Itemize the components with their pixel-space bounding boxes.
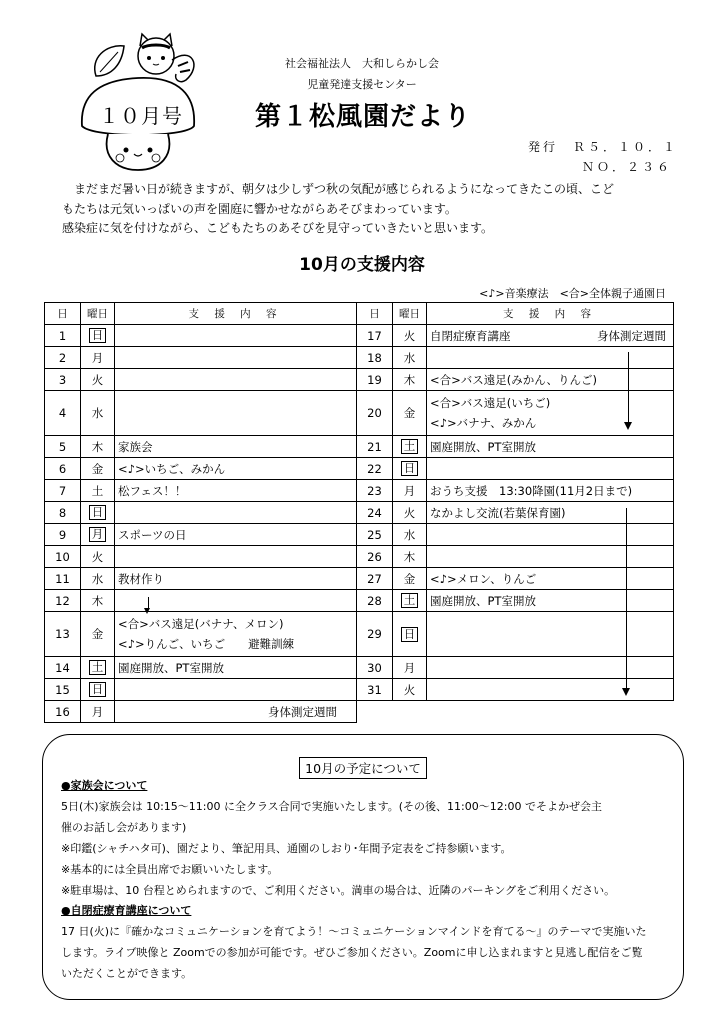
activity-cell bbox=[115, 436, 357, 458]
weekday-label: 金 bbox=[403, 406, 416, 420]
weekday-label: 土 bbox=[401, 439, 419, 454]
weekday-label: 木 bbox=[403, 549, 416, 564]
notice-line: 17 日(火)に『確かなコミュニケーションを育てよう！～コミュニケーションマインドを育てる～』のテーマで実施いた bbox=[61, 925, 647, 938]
activity-cell bbox=[115, 546, 357, 568]
day-cell: 26 bbox=[357, 546, 393, 568]
table-row bbox=[45, 657, 674, 679]
table-row bbox=[45, 701, 674, 723]
activity-cell bbox=[427, 657, 674, 679]
weekday-label: 日 bbox=[401, 461, 419, 476]
day-cell: 10 bbox=[45, 546, 81, 568]
activity-text: おうち支援 13:30降園(11月2日まで) bbox=[430, 483, 633, 498]
day-cell: 23 bbox=[357, 480, 393, 502]
activity-text: <♪>いちご、みかん bbox=[118, 461, 226, 476]
activity-cell bbox=[427, 568, 674, 590]
weekday-label: 火 bbox=[403, 682, 416, 697]
notice-title-wrap bbox=[43, 757, 683, 779]
weekday-cell bbox=[393, 546, 427, 568]
day-cell: 14 bbox=[45, 657, 81, 679]
weekday-label: 火 bbox=[403, 328, 416, 343]
activity-cell bbox=[427, 347, 674, 369]
table-row bbox=[45, 524, 674, 546]
intro-line: もたちは元気いっぱいの声を園庭に響かせながらあそびまわっています。 bbox=[62, 201, 457, 216]
day-cell: 25 bbox=[357, 524, 393, 546]
activity-cell bbox=[115, 590, 357, 612]
activity-text: <合>バス遠足(いちご) bbox=[430, 396, 551, 410]
weekday-cell bbox=[81, 657, 115, 679]
day-cell: 5 bbox=[45, 436, 81, 458]
weekday-cell bbox=[393, 480, 427, 502]
activity-cell bbox=[115, 657, 357, 679]
weekday-label: 金 bbox=[403, 571, 416, 586]
support-title: 10月の支援内容 bbox=[299, 255, 425, 275]
measurement-week-marker: 身体測定週間 bbox=[597, 328, 666, 343]
weekday-cell bbox=[81, 325, 115, 347]
weekday-cell bbox=[393, 568, 427, 590]
day-cell: 4 bbox=[45, 391, 81, 436]
activity-cell bbox=[427, 546, 674, 568]
activity-cell bbox=[427, 325, 674, 347]
activity-text: なかよし交流(若葉保育園) bbox=[430, 505, 566, 520]
weekday-cell bbox=[81, 436, 115, 458]
day-cell: 30 bbox=[357, 657, 393, 679]
weekday-label: 火 bbox=[91, 549, 104, 564]
activity-cell bbox=[427, 369, 674, 391]
day-cell: 1 bbox=[45, 325, 81, 347]
table-row bbox=[45, 679, 674, 701]
activity-cell bbox=[427, 436, 674, 458]
activity-cell bbox=[115, 391, 357, 436]
weekday-label: 水 bbox=[91, 571, 104, 586]
weekday-cell bbox=[81, 568, 115, 590]
notice-line: 催のお話し会があります) bbox=[61, 821, 187, 834]
weekday-label: 月 bbox=[403, 483, 416, 498]
weekday-cell bbox=[393, 590, 427, 612]
newsletter-title: 第１松風園だより bbox=[255, 102, 472, 132]
activity-text: 園庭開放、PT室開放 bbox=[430, 439, 536, 454]
activity-cell bbox=[115, 325, 357, 347]
activity-cell bbox=[427, 502, 674, 524]
notice-line: ※基本的には全員出席でお願いいたします。 bbox=[61, 863, 279, 876]
notice-line: ※印鑑(シャチハタ可)、園だより、筆記用具、通園のしおり･年間予定表をご持参願います。 bbox=[61, 842, 512, 855]
weekday-cell bbox=[393, 369, 427, 391]
weekday-label: 土 bbox=[91, 483, 104, 498]
activity-text: <♪>バナナ、みかん bbox=[430, 416, 537, 430]
day-cell: 19 bbox=[357, 369, 393, 391]
weekday-label: 土 bbox=[401, 593, 419, 608]
table-row bbox=[45, 568, 674, 590]
center-name: 児童発達支援センター bbox=[307, 78, 417, 91]
intro-line: 感染症に気を付けながら、こどもたちのあそびを見守っていきたいと思います。 bbox=[62, 221, 494, 235]
activity-text: <合>バス遠足(バナナ、メロン) bbox=[118, 617, 284, 631]
org-name: 社会福祉法人 大和しらかし会 bbox=[285, 57, 439, 70]
weekday-label: 木 bbox=[403, 372, 416, 387]
day-cell: 8 bbox=[45, 502, 81, 524]
activity-text: <♪>メロン、りんご bbox=[430, 571, 537, 586]
weekday-cell bbox=[393, 524, 427, 546]
weekday-cell bbox=[81, 480, 115, 502]
activity-text: 松フェス！！ bbox=[118, 483, 187, 498]
activity-cell bbox=[115, 612, 357, 657]
autism-lecture-heading: ●自閉症療育講座について bbox=[61, 904, 192, 917]
table-row bbox=[45, 436, 674, 458]
arrow-down-icon bbox=[144, 608, 150, 614]
activity-cell bbox=[115, 502, 357, 524]
weekday-cell bbox=[81, 701, 115, 723]
weekday-label: 水 bbox=[403, 350, 416, 365]
day-cell: 27 bbox=[357, 568, 393, 590]
header-weekday: 曜日 bbox=[393, 303, 427, 325]
weekday-label: 月 bbox=[403, 660, 416, 675]
activity-cell bbox=[115, 568, 357, 590]
weekday-cell bbox=[393, 657, 427, 679]
arrow-down-icon bbox=[622, 688, 630, 696]
header-day: 日 bbox=[357, 303, 393, 325]
weekday-label: 日 bbox=[89, 328, 107, 343]
activity-cell bbox=[427, 590, 674, 612]
activity-cell bbox=[427, 458, 674, 480]
issue-badge: １０月号 bbox=[99, 104, 183, 128]
weekday-cell bbox=[81, 524, 115, 546]
table-row bbox=[45, 391, 674, 436]
issue-date: 発行 Ｒ５．１０．１ bbox=[528, 140, 679, 154]
intro-line: まだまだ暑い日が続きますが、朝夕は少しずつ秋の気配が感じられるようになってきたこの頃、こど bbox=[74, 182, 615, 196]
weekday-cell bbox=[81, 369, 115, 391]
weekday-cell bbox=[393, 679, 427, 701]
notice-line: いただくことができます。 bbox=[61, 967, 193, 980]
notice-line: ※駐車場は、10 台程とめられますので、ご利用ください。満車の場合は、近隣のパーキングをご利用ください。 bbox=[61, 884, 616, 897]
table-row bbox=[45, 325, 674, 347]
weekday-label: 月 bbox=[91, 704, 104, 719]
activity-cell bbox=[115, 679, 357, 701]
weekday-label: 水 bbox=[91, 406, 104, 420]
day-cell: 9 bbox=[45, 524, 81, 546]
activity-text: <合>バス遠足(みかん、りんご) bbox=[430, 372, 597, 387]
day-cell: 3 bbox=[45, 369, 81, 391]
arrow-line bbox=[626, 508, 627, 688]
day-cell: 13 bbox=[45, 612, 81, 657]
day-cell: 16 bbox=[45, 701, 81, 723]
measurement-week-marker: 身体測定週間 bbox=[268, 704, 337, 719]
day-cell: 2 bbox=[45, 347, 81, 369]
day-cell: 20 bbox=[357, 391, 393, 436]
weekday-label: 火 bbox=[91, 372, 104, 387]
day-cell: 29 bbox=[357, 612, 393, 657]
weekday-cell bbox=[81, 612, 115, 657]
notice-title: 10月の予定について bbox=[299, 757, 427, 779]
header-content: 支 援 内 容 bbox=[115, 303, 357, 325]
table-row bbox=[45, 502, 674, 524]
weekday-label: 火 bbox=[403, 505, 416, 520]
weekday-cell bbox=[81, 347, 115, 369]
weekday-label: 日 bbox=[401, 627, 419, 642]
intro-paragraph bbox=[62, 180, 682, 239]
activity-text: 自閉症療育講座 bbox=[430, 328, 511, 343]
activity-cell bbox=[115, 701, 357, 723]
weekday-label: 木 bbox=[91, 439, 104, 454]
activity-cell bbox=[115, 480, 357, 502]
day-cell: 6 bbox=[45, 458, 81, 480]
header-weekday: 曜日 bbox=[81, 303, 115, 325]
weekday-cell bbox=[393, 502, 427, 524]
weekday-label: 木 bbox=[91, 593, 104, 608]
issue-number: ＮＯ．２３６ bbox=[582, 160, 673, 174]
arrow-line bbox=[628, 352, 629, 422]
weekday-cell bbox=[393, 325, 427, 347]
activity-text: 園庭開放、PT室開放 bbox=[430, 593, 536, 608]
day-cell: 12 bbox=[45, 590, 81, 612]
weekday-cell bbox=[81, 391, 115, 436]
activity-cell bbox=[427, 679, 674, 701]
table-row bbox=[45, 347, 674, 369]
activity-text: 教材作り bbox=[118, 571, 164, 586]
notice-line: します。ライブ映像と Zoomでの参加が可能です。ぜひご参加ください。Zoomに申し込まれますと見逃し配信をご覧 bbox=[61, 946, 643, 959]
weekday-cell bbox=[393, 612, 427, 657]
activity-cell bbox=[115, 458, 357, 480]
activity-text: 家族会 bbox=[118, 439, 153, 454]
table-header-row bbox=[45, 303, 674, 325]
weekday-label: 日 bbox=[89, 682, 107, 697]
day-cell: 17 bbox=[357, 325, 393, 347]
weekday-cell bbox=[393, 436, 427, 458]
weekday-cell bbox=[81, 679, 115, 701]
activity-cell bbox=[427, 480, 674, 502]
weekday-label: 水 bbox=[403, 527, 416, 542]
weekday-cell bbox=[81, 502, 115, 524]
weekday-label: 土 bbox=[89, 660, 107, 675]
activity-cell bbox=[115, 347, 357, 369]
arrow-down-icon bbox=[624, 422, 632, 430]
activity-cell bbox=[115, 524, 357, 546]
day-cell: 24 bbox=[357, 502, 393, 524]
legend: <♪>音楽療法 <合>全体親子通園日 bbox=[479, 287, 666, 300]
weekday-cell bbox=[393, 391, 427, 436]
activity-cell bbox=[427, 612, 674, 657]
weekday-label: 金 bbox=[91, 461, 104, 476]
day-cell: 31 bbox=[357, 679, 393, 701]
weekday-label: 月 bbox=[89, 527, 107, 542]
activity-cell bbox=[115, 369, 357, 391]
day-cell: 21 bbox=[357, 436, 393, 458]
header-day: 日 bbox=[45, 303, 81, 325]
table-row bbox=[45, 590, 674, 612]
weekday-label: 金 bbox=[91, 627, 104, 641]
activity-cell bbox=[427, 524, 674, 546]
day-cell: 18 bbox=[357, 347, 393, 369]
activity-text: <♪>りんご、いちご 避難訓練 bbox=[118, 637, 295, 651]
table-row bbox=[45, 369, 674, 391]
empty-cell bbox=[357, 701, 674, 723]
table-row bbox=[45, 458, 674, 480]
day-cell: 28 bbox=[357, 590, 393, 612]
activity-text: スポーツの日 bbox=[118, 527, 187, 542]
weekday-cell bbox=[81, 458, 115, 480]
table-row bbox=[45, 480, 674, 502]
weekday-cell bbox=[393, 458, 427, 480]
weekday-cell bbox=[81, 546, 115, 568]
weekday-cell bbox=[393, 347, 427, 369]
table-row bbox=[45, 612, 674, 657]
header-content: 支 援 内 容 bbox=[427, 303, 674, 325]
weekday-label: 日 bbox=[89, 505, 107, 520]
family-meeting-heading: ●家族会について bbox=[61, 779, 148, 792]
activity-cell bbox=[427, 391, 674, 436]
support-calendar-table bbox=[44, 302, 674, 723]
weekday-label: 月 bbox=[91, 350, 104, 365]
activity-text: 園庭開放、PT室開放 bbox=[118, 660, 224, 675]
weekday-cell bbox=[81, 590, 115, 612]
day-cell: 22 bbox=[357, 458, 393, 480]
day-cell: 15 bbox=[45, 679, 81, 701]
notice-line: 5日(木)家族会は 10:15～11:00 に全クラス合同で実施いたします。(その後、11:00～12:00 でそよかぜ会主 bbox=[61, 800, 602, 813]
notice-box bbox=[42, 734, 684, 1000]
day-cell: 7 bbox=[45, 480, 81, 502]
day-cell: 11 bbox=[45, 568, 81, 590]
table-row bbox=[45, 546, 674, 568]
